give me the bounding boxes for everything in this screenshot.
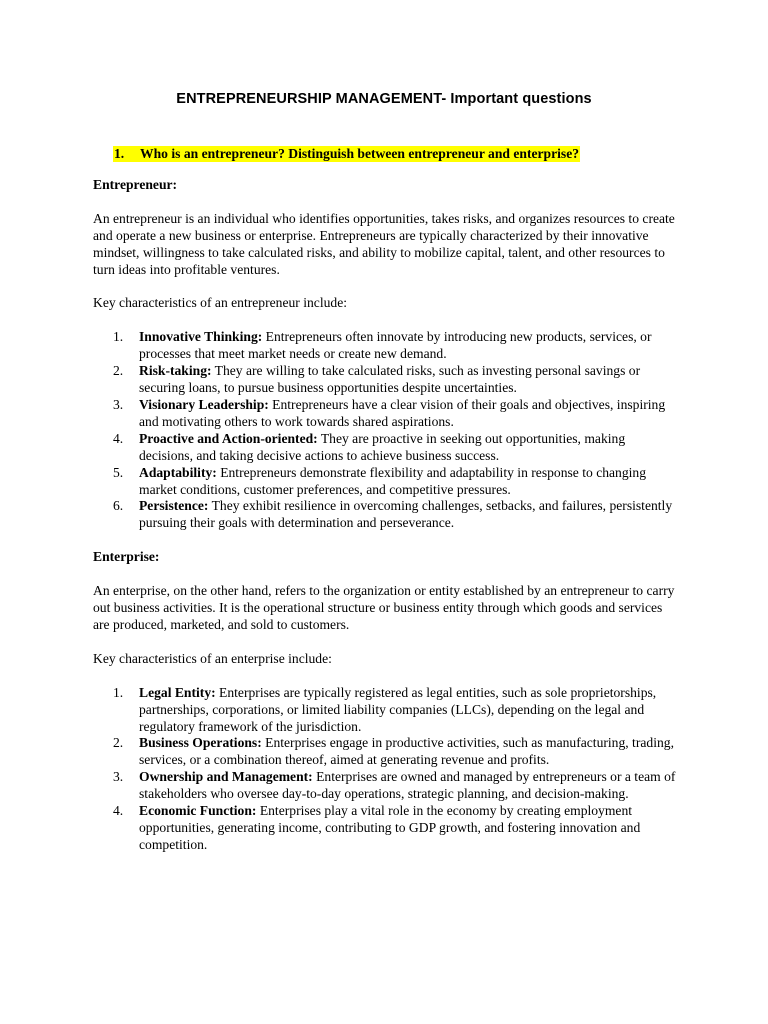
list-item-number: 2. xyxy=(113,363,124,379)
list-item-number: 6. xyxy=(113,498,124,514)
list-item-term: Proactive and Action-oriented: xyxy=(139,430,318,446)
question-number: 1. xyxy=(114,146,125,161)
list-item xyxy=(93,465,678,499)
entrepreneur-key-intro: Key characteristics of an entrepreneur include: xyxy=(93,295,348,311)
list-item-term: Economic Function: xyxy=(139,803,257,819)
list-item-number: 4. xyxy=(113,803,124,819)
entrepreneur-heading: Entrepreneur: xyxy=(93,176,178,192)
list-item-text: Entrepreneurs have a clear vision of their goals and objectives, inspiring and motivating others to work towards shared aspirations. xyxy=(139,396,666,429)
list-item-term: Innovative Thinking: xyxy=(139,329,263,345)
enterprise-paragraph: An enterprise, on the other hand, refers to the organization or entity established by an entrepreneur to carry out business activities. It is the operational structure or business entity through which goods and services are produced, marketed, and sold to customers. xyxy=(93,583,675,632)
list-item-text: Enterprises engage in productive activities, such as manufacturing, trading, services, or a combination thereof, aimed at generating revenue and profits. xyxy=(139,735,674,768)
list-item-number: 3. xyxy=(113,769,124,785)
list-item-number: 4. xyxy=(113,430,124,446)
list-item-term: Business Operations: xyxy=(139,735,262,751)
list-item-term: Visionary Leadership: xyxy=(139,396,269,412)
list-item-number: 3. xyxy=(113,396,124,412)
document-body xyxy=(93,146,678,871)
list-item-text: Enterprises are owned and managed by entrepreneurs or a team of stakeholders who oversee day-to-day operations, strategic planning, and decision-making. xyxy=(139,769,676,802)
list-item xyxy=(93,431,678,465)
list-item xyxy=(93,803,678,854)
list-item xyxy=(93,329,678,363)
list-item xyxy=(93,397,678,431)
list-item-text: Entrepreneurs demonstrate flexibility and adaptability in response to changing market conditions, customer preferences, and competitive pressures. xyxy=(139,464,647,497)
list-item-text: They are proactive in seeking out opportunities, making decisions, and taking decisive actions to achieve business success. xyxy=(139,430,626,463)
list-item-number: 1. xyxy=(113,684,124,700)
entrepreneur-paragraph: An entrepreneur is an individual who identifies opportunities, takes risks, and organizes resources to create and operate a new business or enterprise. Entrepreneurs are typically characterized by their innovative mindset, willingness to take calculated risks, and ability to mobilize capital, talent, and other resources to turn ideas into profitable ventures. xyxy=(93,210,675,277)
list-item-number: 5. xyxy=(113,464,124,480)
enterprise-characteristics-list xyxy=(93,685,678,854)
list-item-number: 1. xyxy=(113,329,124,345)
entrepreneur-characteristics-list xyxy=(93,329,678,532)
list-item xyxy=(93,498,678,532)
list-item-text: They are willing to take calculated risks, such as investing personal savings or securing loans, to pursue business opportunities despite uncertainties. xyxy=(139,363,641,396)
document-title: ENTREPRENEURSHIP MANAGEMENT- Important questions xyxy=(176,91,592,107)
list-item-term: Legal Entity: xyxy=(139,684,216,700)
list-item xyxy=(93,363,678,397)
question-highlight xyxy=(113,146,580,162)
list-item xyxy=(93,769,678,803)
list-item-term: Persistence: xyxy=(139,498,209,514)
list-item xyxy=(93,735,678,769)
question-1 xyxy=(113,146,678,163)
list-item-text: Enterprises are typically registered as legal entities, such as sole proprietorships, partnerships, corporations, or limited liability companies (LLCs), depending on the legal and regulatory framework of the jurisdiction. xyxy=(139,684,657,734)
question-text: Who is an entrepreneur? Distinguish between entrepreneur and enterprise? xyxy=(140,146,580,161)
list-item-term: Adaptability: xyxy=(139,464,217,480)
enterprise-key-intro: Key characteristics of an enterprise include: xyxy=(93,650,332,666)
list-item-text: Enterprises play a vital role in the economy by creating employment opportunities, generating income, contributing to GDP growth, and fostering innovation and competition. xyxy=(139,803,641,852)
enterprise-heading: Enterprise: xyxy=(93,549,160,565)
list-item-number: 2. xyxy=(113,735,124,751)
list-item xyxy=(93,685,678,736)
list-item-text: They exhibit resilience in overcoming challenges, setbacks, and failures, persistently pursuing their goals with determination and perseverance. xyxy=(139,498,673,531)
list-item-term: Risk-taking: xyxy=(139,363,212,379)
list-item-text: Entrepreneurs often innovate by introducing new products, services, or processes that meet market needs or create new demand. xyxy=(139,329,652,362)
list-item-term: Ownership and Management: xyxy=(139,769,313,785)
